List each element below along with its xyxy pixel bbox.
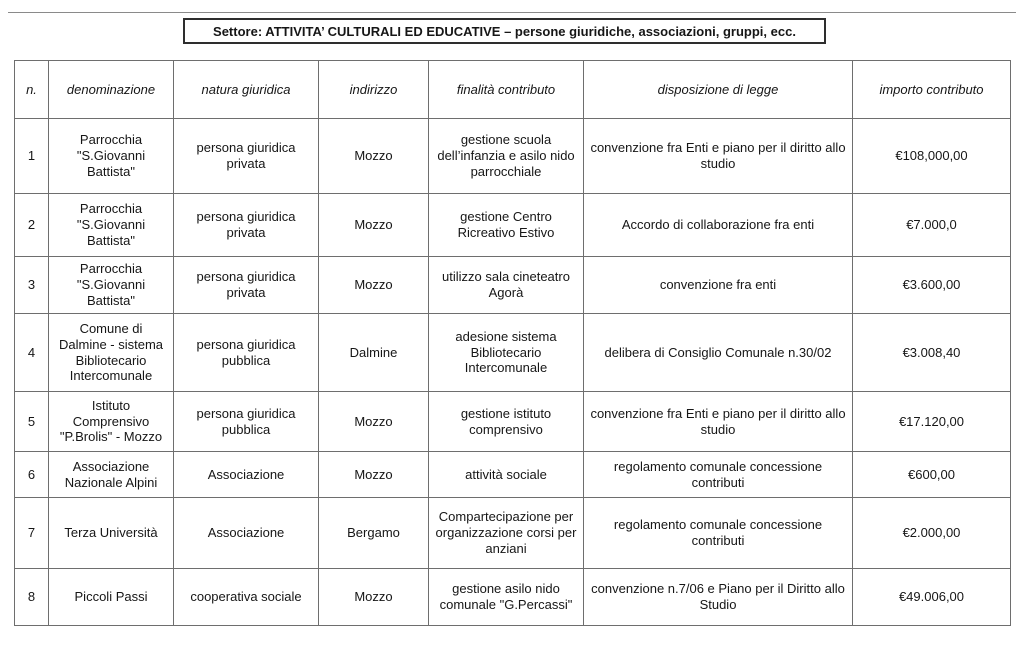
cell-importo-contributo: €2.000,00: [853, 498, 1011, 569]
cell-denominazione: Parrocchia "S.Giovanni Battista": [49, 257, 174, 314]
cell-denominazione: Associazione Nazionale Alpini: [49, 452, 174, 498]
cell-disposizione-di-legge: regolamento comunale concessione contributi: [584, 498, 853, 569]
cell-finalita-contributo: attività sociale: [429, 452, 584, 498]
cell-finalita-contributo: gestione istituto comprensivo: [429, 392, 584, 452]
cell-disposizione-di-legge: regolamento comunale concessione contributi: [584, 452, 853, 498]
cell-disposizione-di-legge: convenzione fra Enti e piano per il diritto allo studio: [584, 119, 853, 194]
column-header-finalita-contributo: finalità contributo: [429, 61, 584, 119]
table-row: [15, 498, 1011, 569]
cell-disposizione-di-legge: convenzione fra Enti e piano per il diritto allo studio: [584, 392, 853, 452]
cell-natura-giuridica: persona giuridica privata: [174, 194, 319, 257]
cell-indirizzo: Mozzo: [319, 452, 429, 498]
cell-natura-giuridica: persona giuridica pubblica: [174, 392, 319, 452]
cell-n: 1: [15, 119, 49, 194]
cell-finalita-contributo: gestione Centro Ricreativo Estivo: [429, 194, 584, 257]
cell-disposizione-di-legge: convenzione fra enti: [584, 257, 853, 314]
cell-natura-giuridica: persona giuridica pubblica: [174, 314, 319, 392]
cell-n: 6: [15, 452, 49, 498]
cell-natura-giuridica: Associazione: [174, 452, 319, 498]
column-header-natura-giuridica: natura giuridica: [174, 61, 319, 119]
cell-natura-giuridica: persona giuridica privata: [174, 257, 319, 314]
column-header-denominazione: denominazione: [49, 61, 174, 119]
cell-natura-giuridica: persona giuridica privata: [174, 119, 319, 194]
column-header-indirizzo: indirizzo: [319, 61, 429, 119]
cell-denominazione: Piccoli Passi: [49, 569, 174, 626]
cell-denominazione: Parrocchia "S.Giovanni Battista": [49, 119, 174, 194]
table-row: [15, 194, 1011, 257]
table-row: [15, 569, 1011, 626]
cell-importo-contributo: €3.008,40: [853, 314, 1011, 392]
cell-indirizzo: Mozzo: [319, 257, 429, 314]
column-header-importo-contributo: importo contributo: [853, 61, 1011, 119]
cell-indirizzo: Mozzo: [319, 119, 429, 194]
cell-finalita-contributo: utilizzo sala cineteatro Agorà: [429, 257, 584, 314]
cell-denominazione: Terza Università: [49, 498, 174, 569]
cell-finalita-contributo: adesione sistema Bibliotecario Intercomunale: [429, 314, 584, 392]
cell-denominazione: Comune di Dalmine - sistema Bibliotecario Intercomunale: [49, 314, 174, 392]
cell-importo-contributo: €108,000,00: [853, 119, 1011, 194]
cell-disposizione-di-legge: delibera di Consiglio Comunale n.30/02: [584, 314, 853, 392]
cell-indirizzo: Bergamo: [319, 498, 429, 569]
contributions-table: [14, 60, 1011, 626]
cell-denominazione: Istituto Comprensivo "P.Brolis" - Mozzo: [49, 392, 174, 452]
cell-importo-contributo: €17.120,00: [853, 392, 1011, 452]
table-row: [15, 314, 1011, 392]
cell-n: 4: [15, 314, 49, 392]
column-header-disposizione-di-legge: disposizione di legge: [584, 61, 853, 119]
column-header-n: n.: [15, 61, 49, 119]
cell-natura-giuridica: Associazione: [174, 498, 319, 569]
page-title: Settore: ATTIVITA’ CULTURALI ED EDUCATIVE – persone giuridiche, associazioni, gruppi, ecc.: [213, 23, 796, 39]
cell-n: 7: [15, 498, 49, 569]
cell-n: 3: [15, 257, 49, 314]
header-row: [15, 61, 1011, 119]
cell-indirizzo: Mozzo: [319, 194, 429, 257]
cell-indirizzo: Mozzo: [319, 392, 429, 452]
cell-importo-contributo: €7.000,0: [853, 194, 1011, 257]
cell-finalita-contributo: gestione asilo nido comunale "G.Percassi": [429, 569, 584, 626]
cell-importo-contributo: €600,00: [853, 452, 1011, 498]
cell-importo-contributo: €3.600,00: [853, 257, 1011, 314]
title-box: [183, 18, 826, 44]
cell-finalita-contributo: gestione scuola dell’infanzia e asilo nido parrocchiale: [429, 119, 584, 194]
cell-disposizione-di-legge: Accordo di collaborazione fra enti: [584, 194, 853, 257]
cell-denominazione: Parrocchia "S.Giovanni Battista": [49, 194, 174, 257]
table-row: [15, 119, 1011, 194]
cell-indirizzo: Mozzo: [319, 569, 429, 626]
cell-finalita-contributo: Compartecipazione per organizzazione corsi per anziani: [429, 498, 584, 569]
table-row: [15, 452, 1011, 498]
cell-importo-contributo: €49.006,00: [853, 569, 1011, 626]
table-row: [15, 392, 1011, 452]
top-divider: [8, 12, 1016, 13]
cell-n: 8: [15, 569, 49, 626]
cell-n: 2: [15, 194, 49, 257]
table-row: [15, 257, 1011, 314]
cell-n: 5: [15, 392, 49, 452]
cell-indirizzo: Dalmine: [319, 314, 429, 392]
cell-disposizione-di-legge: convenzione n.7/06 e Piano per il Diritto allo Studio: [584, 569, 853, 626]
cell-natura-giuridica: cooperativa sociale: [174, 569, 319, 626]
